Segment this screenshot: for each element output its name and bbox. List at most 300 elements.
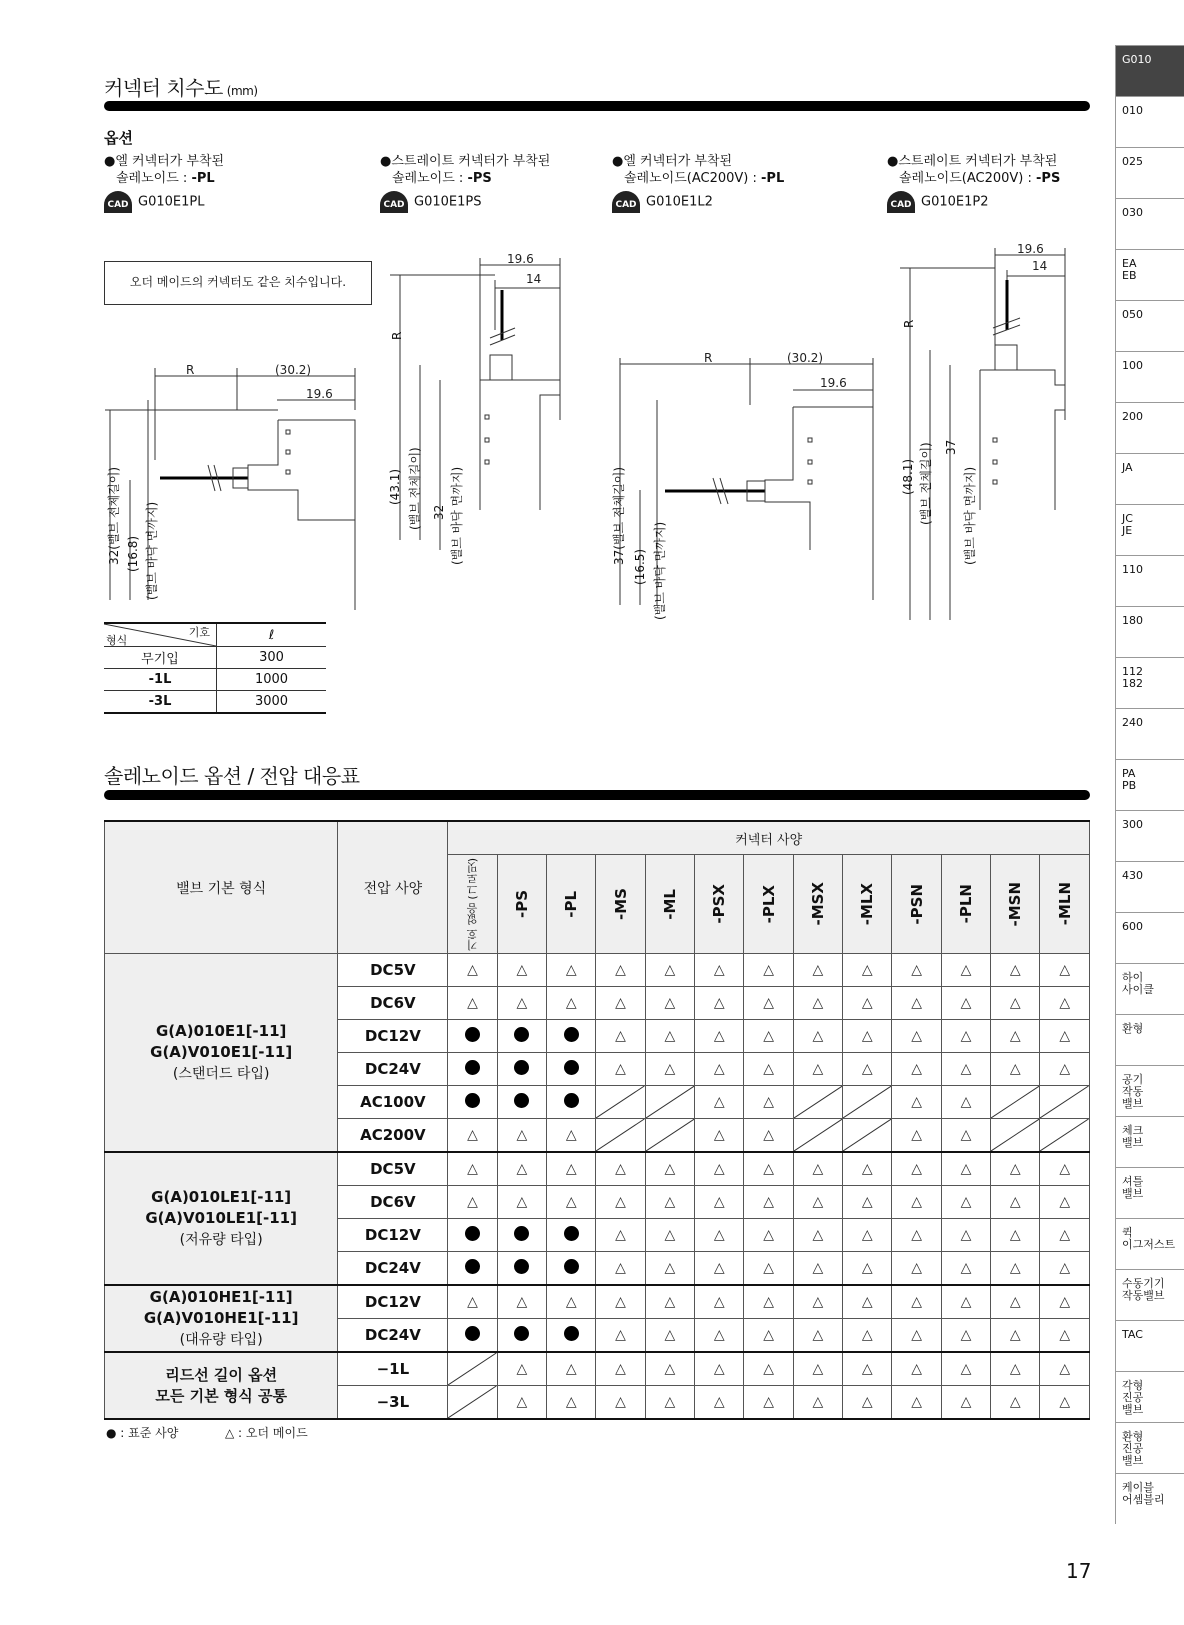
spec-cell — [941, 1386, 990, 1420]
spec-cell — [991, 1319, 1040, 1353]
spec-cell — [843, 1152, 892, 1186]
index-tab[interactable] — [1115, 198, 1184, 249]
spec-cell — [497, 1319, 546, 1353]
spec-cell — [695, 1086, 744, 1119]
spec-cell — [744, 1319, 793, 1353]
not-available-slash-icon — [794, 1119, 842, 1151]
order-made-triangle-icon: △ — [911, 1394, 922, 1410]
voltage-cell: DC12V — [338, 1285, 448, 1319]
order-made-triangle-icon: △ — [812, 1394, 824, 1410]
section-title-voltage: 솔레노이드 옵션 / 전압 대응표 — [104, 764, 360, 788]
spec-cell — [941, 954, 990, 987]
index-tab-label: TAC — [1122, 1328, 1143, 1341]
header-col-label: -PL — [562, 890, 581, 918]
index-tab[interactable] — [1115, 759, 1184, 810]
spec-cell — [991, 1352, 1040, 1386]
spec-cell — [497, 1119, 546, 1153]
index-tab[interactable] — [1115, 1269, 1184, 1320]
spec-cell — [793, 1352, 842, 1386]
spec-cell — [497, 987, 546, 1020]
index-tab[interactable] — [1115, 606, 1184, 657]
voltage-cell: DC6V — [338, 987, 448, 1020]
order-made-triangle-icon: △ — [516, 1194, 528, 1210]
spec-cell — [941, 1186, 990, 1219]
solenoid-voltage-table — [104, 820, 1090, 1420]
order-made-triangle-icon: △ — [713, 962, 725, 978]
length-type: 무기입 — [104, 647, 217, 669]
order-made-triangle-icon: △ — [615, 1361, 626, 1377]
index-tab[interactable] — [1115, 657, 1184, 708]
index-tab-label: 030 — [1122, 206, 1143, 219]
spec-cell — [448, 1152, 497, 1186]
index-tab[interactable] — [1115, 402, 1184, 453]
order-made-triangle-icon: △ — [1059, 1028, 1071, 1044]
option-item-4 — [887, 153, 1060, 213]
spec-cell — [695, 987, 744, 1020]
base-model-cell — [105, 1352, 338, 1419]
spec-cell — [991, 1186, 1040, 1219]
option-item-3 — [612, 153, 784, 213]
length-value: 3000 — [254, 694, 289, 709]
order-made-triangle-icon: △ — [861, 1260, 873, 1276]
spec-cell — [991, 1219, 1040, 1252]
cad-icon[interactable]: CAD — [104, 191, 132, 213]
header-col — [596, 855, 645, 954]
index-tab[interactable] — [1115, 861, 1184, 912]
order-made-triangle-icon: △ — [911, 1127, 922, 1143]
order-made-triangle-icon: △ — [615, 1194, 626, 1210]
index-tab[interactable] — [1115, 555, 1184, 606]
order-made-triangle-icon: △ — [812, 1028, 824, 1044]
order-made-triangle-icon: △ — [812, 995, 824, 1011]
spec-cell — [497, 1186, 546, 1219]
spec-cell — [991, 1020, 1040, 1053]
index-tab-label: 300 — [1122, 818, 1143, 831]
spec-cell — [547, 1252, 596, 1286]
order-made-triangle-icon: △ — [861, 1161, 873, 1177]
order-made-triangle-icon: △ — [615, 962, 626, 978]
spec-cell — [695, 1186, 744, 1219]
header-col-label: -PS — [512, 889, 531, 919]
model-line2: G(A)V010LE1[-11] — [145, 1208, 297, 1227]
cad-icon[interactable]: CAD — [887, 191, 915, 213]
spec-cell — [991, 1252, 1040, 1286]
dim-30-2: (30.2) — [275, 363, 312, 377]
cad-file[interactable]: G010E1PL — [138, 194, 205, 210]
spec-cell — [843, 987, 892, 1020]
spec-cell — [596, 1186, 645, 1219]
dim-43-1: (43.1) — [388, 468, 402, 505]
spec-cell — [991, 1152, 1040, 1186]
index-tab[interactable] — [1115, 1116, 1184, 1167]
standard-dot-icon — [465, 1093, 480, 1108]
header-col — [991, 855, 1040, 954]
order-made-triangle-icon: △ — [763, 1127, 774, 1143]
index-tab-label: EA EB — [1122, 257, 1137, 282]
order-made-triangle-icon: △ — [615, 1294, 626, 1310]
spec-cell — [547, 987, 596, 1020]
index-tab-label: G010 — [1122, 53, 1152, 66]
index-tab[interactable] — [1115, 1422, 1184, 1473]
model-line2: 모든 기본 형식 공통 — [155, 1386, 287, 1405]
order-made-triangle-icon: △ — [812, 1294, 824, 1310]
spec-cell — [448, 1352, 497, 1386]
spec-cell — [448, 1186, 497, 1219]
index-tab-label: 퀵 이그저스트 — [1122, 1226, 1176, 1251]
dim-total-length: (밸브 전체길이) — [408, 447, 422, 530]
not-available-slash-icon — [843, 1086, 891, 1118]
spec-cell — [448, 1119, 497, 1153]
length-value: 1000 — [217, 669, 327, 691]
spec-cell — [793, 1252, 842, 1286]
index-tab-label: 010 — [1122, 104, 1143, 117]
dim-30-2: (30.2) — [787, 351, 824, 365]
spec-cell — [892, 1252, 941, 1286]
spec-cell — [941, 1285, 990, 1319]
order-made-triangle-icon: △ — [664, 1194, 676, 1210]
order-made-triangle-icon: △ — [664, 1161, 676, 1177]
dim-19-6: 19.6 — [1017, 242, 1044, 256]
spec-cell — [991, 987, 1040, 1020]
order-made-triangle-icon: △ — [565, 962, 577, 978]
spec-cell — [1040, 1152, 1090, 1186]
order-made-triangle-icon: △ — [1059, 1194, 1071, 1210]
spec-cell — [547, 1386, 596, 1420]
dim-19-6: 19.6 — [507, 252, 534, 266]
length-table-corner — [104, 623, 217, 647]
order-made-triangle-icon: △ — [960, 1127, 972, 1143]
index-tab[interactable] — [1115, 249, 1184, 300]
dim-19-6: 19.6 — [820, 376, 847, 390]
option-line1: ●엘 커넥터가 부착된 — [612, 154, 733, 169]
legend-order-made: △ : 오더 메이드 — [225, 1426, 308, 1440]
dim-bottom: (밸브 바닥 면까지) — [450, 466, 464, 565]
not-available-slash-icon — [794, 1086, 842, 1118]
order-made-triangle-icon: △ — [861, 962, 873, 978]
spec-cell — [744, 1119, 793, 1153]
spec-cell — [892, 1053, 941, 1086]
index-tab-label: 셔틀 밸브 — [1122, 1175, 1144, 1200]
order-made-triangle-icon: △ — [763, 1260, 774, 1276]
spec-cell — [497, 1086, 546, 1119]
order-made-triangle-icon: △ — [861, 1227, 873, 1243]
model-type: (스탠더드 타입) — [172, 1065, 270, 1082]
voltage-cell: AC100V — [338, 1086, 448, 1119]
spec-cell — [1040, 1053, 1090, 1086]
spec-cell — [1040, 1086, 1090, 1119]
header-col-none — [448, 855, 497, 954]
header-col-label: -PLX — [759, 884, 778, 924]
model-line1: G(A)010E1[-11] — [155, 1021, 287, 1040]
spec-cell — [547, 1352, 596, 1386]
spec-cell — [497, 954, 546, 987]
option-line1: ●엘 커넥터가 부착된 — [104, 154, 225, 169]
order-made-triangle-icon: △ — [664, 1028, 676, 1044]
dim-37: 37 — [944, 439, 958, 455]
order-made-triangle-icon: △ — [467, 1194, 478, 1210]
order-made-triangle-icon: △ — [911, 1361, 922, 1377]
voltage-cell: DC12V — [338, 1020, 448, 1053]
cad-file[interactable]: G010E1P2 — [921, 194, 989, 210]
order-made-triangle-icon: △ — [1009, 1194, 1021, 1210]
order-made-triangle-icon: △ — [861, 1294, 873, 1310]
spec-cell — [448, 954, 497, 987]
order-made-triangle-icon: △ — [861, 1028, 873, 1044]
index-tab-label: 025 — [1122, 155, 1143, 168]
spec-cell — [892, 1386, 941, 1420]
spec-cell — [645, 954, 694, 987]
index-tab[interactable] — [1115, 1371, 1184, 1422]
cad-file[interactable]: G010E1PS — [414, 194, 482, 210]
dim-r: R — [390, 331, 404, 340]
spec-cell — [547, 1285, 596, 1319]
order-made-triangle-icon: △ — [812, 1260, 824, 1276]
spec-cell — [547, 954, 596, 987]
order-made-triangle-icon: △ — [960, 1327, 972, 1343]
index-tab[interactable] — [1115, 147, 1184, 198]
header-col-label: -PSX — [710, 884, 729, 924]
spec-cell — [448, 1086, 497, 1119]
order-made-triangle-icon: △ — [1009, 1061, 1021, 1077]
order-made-triangle-icon: △ — [1059, 1260, 1071, 1276]
standard-dot-icon — [465, 1226, 480, 1241]
order-made-triangle-icon: △ — [960, 995, 972, 1011]
dim-19-6: 19.6 — [306, 387, 333, 401]
spec-cell — [645, 1352, 694, 1386]
option-code: -PS — [467, 171, 492, 186]
spec-cell — [892, 1319, 941, 1353]
index-tab[interactable] — [1115, 1218, 1184, 1269]
drawing-l-connector-ac200v — [605, 350, 885, 620]
standard-dot-icon — [514, 1326, 529, 1341]
spec-cell — [744, 1386, 793, 1420]
spec-cell — [793, 1086, 842, 1119]
spec-cell — [596, 987, 645, 1020]
index-tab[interactable] — [1115, 708, 1184, 759]
order-made-triangle-icon: △ — [467, 995, 478, 1011]
index-tab[interactable] — [1115, 1473, 1184, 1524]
order-made-triangle-icon: △ — [812, 1361, 824, 1377]
index-tab[interactable] — [1115, 912, 1184, 963]
order-made-triangle-icon: △ — [861, 1194, 873, 1210]
spec-cell — [793, 1319, 842, 1353]
spec-cell — [547, 1186, 596, 1219]
index-tab-label: 케이블 어셈블리 — [1122, 1481, 1165, 1506]
header-col — [843, 855, 892, 954]
index-tab-label: JA — [1122, 461, 1133, 474]
model-line1: G(A)010LE1[-11] — [151, 1187, 292, 1206]
order-made-triangle-icon: △ — [565, 1394, 577, 1410]
header-col-label: -MLX — [858, 882, 877, 926]
header-col-label: -MLN — [1055, 882, 1074, 926]
order-made-triangle-icon: △ — [960, 1061, 972, 1077]
index-tab-label: PA PB — [1122, 767, 1137, 792]
spec-cell — [843, 954, 892, 987]
index-tab[interactable] — [1115, 1014, 1184, 1065]
side-index-tabs — [1115, 45, 1184, 1524]
spec-cell — [695, 1352, 744, 1386]
spec-cell — [695, 1119, 744, 1153]
spec-cell — [645, 1386, 694, 1420]
not-available-slash-icon — [1040, 1119, 1089, 1151]
spec-cell — [497, 1219, 546, 1252]
order-made-triangle-icon: △ — [812, 1061, 824, 1077]
order-made-triangle-icon: △ — [713, 1161, 725, 1177]
order-made-triangle-icon: △ — [763, 1294, 774, 1310]
not-available-slash-icon — [1040, 1086, 1089, 1118]
standard-dot-icon — [564, 1326, 579, 1341]
spec-cell — [843, 1020, 892, 1053]
spec-cell — [991, 1053, 1040, 1086]
spec-cell — [1040, 1119, 1090, 1153]
order-made-triangle-icon: △ — [960, 1227, 972, 1243]
cad-file[interactable]: G010E1L2 — [646, 194, 713, 210]
order-made-triangle-icon: △ — [565, 1294, 577, 1310]
spec-cell — [843, 1285, 892, 1319]
spec-cell — [1040, 1252, 1090, 1286]
spec-cell — [941, 1152, 990, 1186]
standard-dot-icon — [514, 1259, 529, 1274]
not-available-slash-icon — [646, 1119, 694, 1151]
spec-cell — [645, 1053, 694, 1086]
order-made-triangle-icon: △ — [1009, 995, 1021, 1011]
standard-dot-icon — [465, 1259, 480, 1274]
base-model-cell — [105, 1152, 338, 1285]
standard-dot-icon — [564, 1259, 579, 1274]
spec-cell — [497, 1352, 546, 1386]
spec-cell — [547, 1086, 596, 1119]
spec-cell — [645, 987, 694, 1020]
spec-cell — [448, 1285, 497, 1319]
order-made-triangle-icon: △ — [1009, 1227, 1021, 1243]
index-tab[interactable] — [1115, 1065, 1184, 1116]
spec-cell — [497, 1386, 546, 1420]
index-tab[interactable] — [1115, 1320, 1184, 1371]
order-made-triangle-icon: △ — [812, 1161, 824, 1177]
order-made-triangle-icon: △ — [664, 995, 676, 1011]
standard-dot-icon — [514, 1060, 529, 1075]
order-made-triangle-icon: △ — [1059, 995, 1071, 1011]
order-made-triangle-icon: △ — [763, 1227, 774, 1243]
spec-cell — [695, 1285, 744, 1319]
index-tab[interactable] — [1115, 300, 1184, 351]
spec-cell — [547, 1020, 596, 1053]
spec-cell — [744, 1152, 793, 1186]
index-tab-label: 240 — [1122, 716, 1143, 729]
order-made-triangle-icon: △ — [763, 995, 774, 1011]
order-made-triangle-icon: △ — [812, 1327, 824, 1343]
order-made-triangle-icon: △ — [1009, 1361, 1021, 1377]
order-made-triangle-icon: △ — [763, 1028, 774, 1044]
order-made-triangle-icon: △ — [960, 1294, 972, 1310]
spec-cell — [695, 1020, 744, 1053]
index-tab[interactable] — [1115, 963, 1184, 1014]
spec-cell — [991, 1386, 1040, 1420]
header-col-label: -MS — [611, 888, 630, 920]
order-made-triangle-icon: △ — [763, 1194, 774, 1210]
cad-icon[interactable]: CAD — [612, 191, 640, 213]
order-made-triangle-icon: △ — [911, 1294, 922, 1310]
spec-cell — [744, 1053, 793, 1086]
order-made-triangle-icon: △ — [960, 1194, 972, 1210]
dim-total-length: (밸브 전체길이) — [919, 442, 933, 525]
header-col — [497, 855, 546, 954]
standard-dot-icon — [514, 1226, 529, 1241]
model-line1: 리드선 길이 옵션 — [165, 1365, 278, 1384]
order-made-triangle-icon: △ — [1059, 1061, 1071, 1077]
spec-cell — [892, 1186, 941, 1219]
order-made-triangle-icon: △ — [615, 1028, 626, 1044]
spec-cell — [941, 1020, 990, 1053]
order-made-triangle-icon: △ — [911, 1028, 922, 1044]
spec-cell — [1040, 987, 1090, 1020]
spec-cell — [793, 1119, 842, 1153]
spec-cell — [596, 954, 645, 987]
section-title-connector — [104, 72, 258, 101]
spec-cell — [448, 1319, 497, 1353]
spec-cell — [596, 1053, 645, 1086]
index-tab-label: 공기 작동 밸브 — [1122, 1073, 1144, 1110]
spec-cell — [744, 1086, 793, 1119]
voltage-cell: −3L — [338, 1386, 448, 1420]
spec-cell — [941, 1219, 990, 1252]
index-tab[interactable] — [1115, 351, 1184, 402]
order-made-triangle-icon: △ — [615, 1394, 626, 1410]
order-made-triangle-icon: △ — [861, 1061, 873, 1077]
index-tab[interactable] — [1115, 1167, 1184, 1218]
spec-cell — [448, 1053, 497, 1086]
order-made-triangle-icon: △ — [615, 1260, 626, 1276]
order-made-triangle-icon: △ — [911, 1161, 922, 1177]
not-available-slash-icon — [646, 1086, 694, 1118]
spec-cell — [645, 1086, 694, 1119]
order-made-triangle-icon: △ — [1009, 1327, 1021, 1343]
spec-cell — [843, 1252, 892, 1286]
not-available-slash-icon — [843, 1119, 891, 1151]
spec-cell — [596, 1319, 645, 1353]
spec-cell — [645, 1252, 694, 1286]
spec-cell — [596, 1252, 645, 1286]
order-made-triangle-icon: △ — [664, 1361, 676, 1377]
order-made-triangle-icon: △ — [763, 1094, 774, 1110]
index-tab[interactable] — [1115, 96, 1184, 147]
model-type: (저유량 타입) — [179, 1231, 263, 1248]
standard-dot-icon — [564, 1027, 579, 1042]
cad-icon[interactable]: CAD — [380, 191, 408, 213]
index-tab[interactable] — [1115, 453, 1184, 504]
title-rule — [104, 790, 1090, 800]
length-type: -3L — [104, 691, 217, 714]
header-symbol: 기호 — [188, 626, 210, 639]
index-tab-label: 430 — [1122, 869, 1143, 882]
order-made-triangle-icon: △ — [1009, 1161, 1021, 1177]
spec-cell — [596, 1285, 645, 1319]
index-tab[interactable] — [1115, 810, 1184, 861]
order-made-triangle-icon: △ — [467, 1127, 478, 1143]
order-made-triangle-icon: △ — [615, 1161, 626, 1177]
spec-cell — [1040, 1319, 1090, 1353]
spec-cell — [843, 1219, 892, 1252]
header-col — [1040, 855, 1090, 954]
index-tab-label: 수동기기 작동밸브 — [1122, 1277, 1165, 1302]
index-tab[interactable] — [1115, 45, 1184, 96]
index-tab[interactable] — [1115, 504, 1184, 555]
spec-cell — [793, 1152, 842, 1186]
header-col-label: -PSN — [907, 883, 926, 925]
spec-cell — [695, 1319, 744, 1353]
order-made-triangle-icon: △ — [713, 1127, 725, 1143]
order-made-triangle-icon: △ — [812, 1227, 824, 1243]
